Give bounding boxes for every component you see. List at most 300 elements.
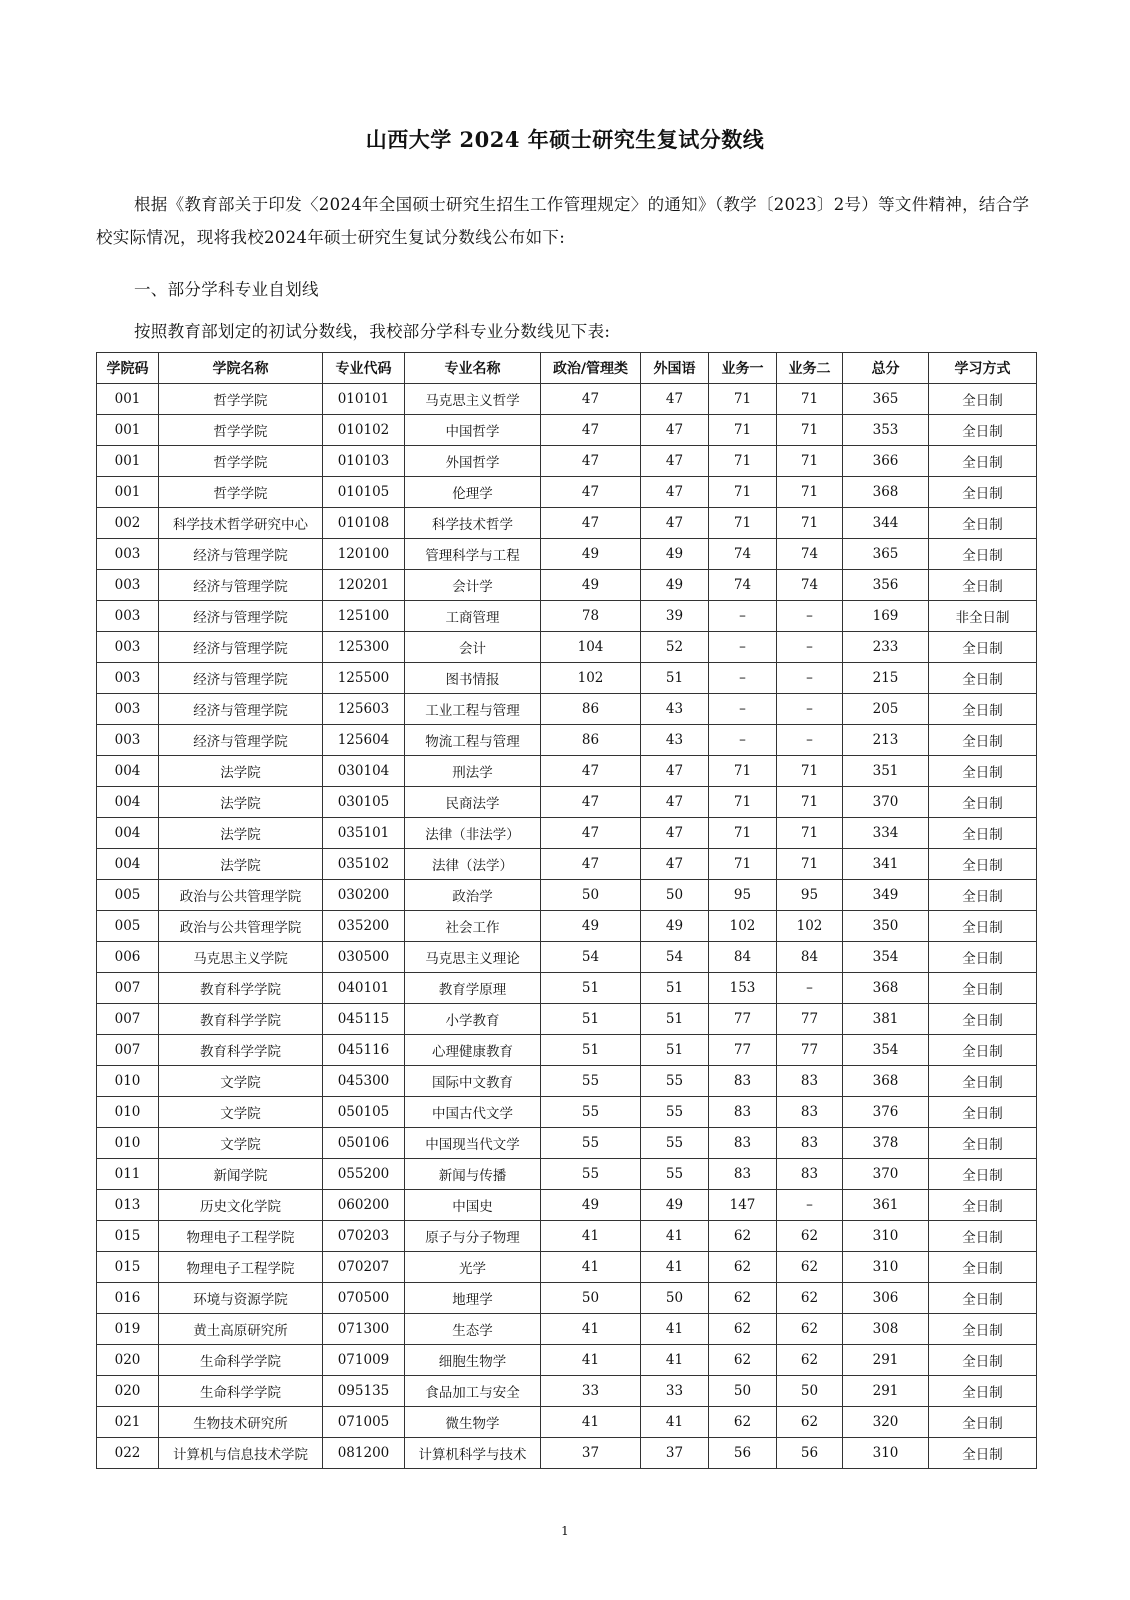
- table-cell: 政治与公共管理学院: [159, 911, 323, 942]
- table-cell: 工业工程与管理: [405, 694, 541, 725]
- table-cell: 哲学学院: [159, 477, 323, 508]
- table-cell: 354: [843, 1035, 929, 1066]
- table-row: [97, 1097, 1037, 1128]
- table-cell: 071300: [323, 1314, 405, 1345]
- table-cell: 50: [541, 880, 641, 911]
- table-cell: 生态学: [405, 1314, 541, 1345]
- table-row: [97, 1438, 1037, 1469]
- table-cell: 47: [641, 415, 709, 446]
- table-cell: 47: [541, 446, 641, 477]
- table-cell: 045116: [323, 1035, 405, 1066]
- table-cell: 368: [843, 477, 929, 508]
- table-cell: 政治学: [405, 880, 541, 911]
- table-cell: 47: [641, 787, 709, 818]
- table-cell: 353: [843, 415, 929, 446]
- table-cell: 新闻与传播: [405, 1159, 541, 1190]
- table-cell: 41: [541, 1314, 641, 1345]
- table-cell: 全日制: [929, 570, 1037, 601]
- table-cell: 历史文化学院: [159, 1190, 323, 1221]
- table-cell: 71: [709, 415, 777, 446]
- table-cell: 71: [709, 818, 777, 849]
- table-cell: 015: [97, 1252, 159, 1283]
- table-cell: –: [777, 663, 843, 694]
- table-cell: 070203: [323, 1221, 405, 1252]
- table-cell: 41: [641, 1407, 709, 1438]
- table-cell: 83: [709, 1128, 777, 1159]
- table-cell: 291: [843, 1345, 929, 1376]
- table-row: [97, 1345, 1037, 1376]
- table-cell: 全日制: [929, 477, 1037, 508]
- table-cell: 教育科学学院: [159, 1035, 323, 1066]
- table-cell: 62: [777, 1407, 843, 1438]
- table-cell: 经济与管理学院: [159, 570, 323, 601]
- table-cell: 010101: [323, 384, 405, 415]
- table-cell: 095135: [323, 1376, 405, 1407]
- table-row: [97, 787, 1037, 818]
- table-cell: 71: [777, 849, 843, 880]
- table-row: [97, 539, 1037, 570]
- table-cell: 56: [709, 1438, 777, 1469]
- table-cell: 320: [843, 1407, 929, 1438]
- table-cell: 49: [641, 1190, 709, 1221]
- table-cell: 41: [541, 1407, 641, 1438]
- table-cell: 020: [97, 1376, 159, 1407]
- table-cell: –: [777, 725, 843, 756]
- table-cell: 62: [709, 1407, 777, 1438]
- table-cell: 378: [843, 1128, 929, 1159]
- table-row: [97, 849, 1037, 880]
- table-cell: 010105: [323, 477, 405, 508]
- table-cell: 022: [97, 1438, 159, 1469]
- table-cell: 005: [97, 880, 159, 911]
- table-row: [97, 601, 1037, 632]
- table-cell: 050106: [323, 1128, 405, 1159]
- table-cell: 哲学学院: [159, 446, 323, 477]
- table-cell: 62: [709, 1283, 777, 1314]
- table-cell: 中国古代文学: [405, 1097, 541, 1128]
- table-cell: 33: [641, 1376, 709, 1407]
- table-cell: 71: [777, 756, 843, 787]
- table-cell: 003: [97, 663, 159, 694]
- table-cell: 071009: [323, 1345, 405, 1376]
- table-row: [97, 1128, 1037, 1159]
- table-row: [97, 415, 1037, 446]
- table-cell: –: [709, 725, 777, 756]
- table-cell: 013: [97, 1190, 159, 1221]
- table-cell: 国际中文教育: [405, 1066, 541, 1097]
- table-cell: 生物技术研究所: [159, 1407, 323, 1438]
- table-cell: 060200: [323, 1190, 405, 1221]
- table-cell: 83: [709, 1097, 777, 1128]
- table-cell: 010108: [323, 508, 405, 539]
- table-cell: 41: [541, 1345, 641, 1376]
- table-body: [97, 384, 1037, 1469]
- table-header-row: [97, 353, 1037, 384]
- table-row: [97, 446, 1037, 477]
- table-cell: 经济与管理学院: [159, 601, 323, 632]
- table-cell: 368: [843, 1066, 929, 1097]
- table-cell: 102: [777, 911, 843, 942]
- table-cell: 010103: [323, 446, 405, 477]
- table-cell: 62: [709, 1252, 777, 1283]
- table-cell: 71: [709, 508, 777, 539]
- table-cell: 全日制: [929, 1438, 1037, 1469]
- table-row: [97, 818, 1037, 849]
- table-cell: –: [777, 694, 843, 725]
- table-cell: 环境与资源学院: [159, 1283, 323, 1314]
- table-cell: 71: [777, 477, 843, 508]
- table-cell: 71: [709, 477, 777, 508]
- table-cell: 104: [541, 632, 641, 663]
- table-cell: 125500: [323, 663, 405, 694]
- table-cell: 86: [541, 725, 641, 756]
- table-row: [97, 911, 1037, 942]
- table-cell: 黄土高原研究所: [159, 1314, 323, 1345]
- table-cell: 经济与管理学院: [159, 632, 323, 663]
- table-cell: 全日制: [929, 1314, 1037, 1345]
- table-cell: 010: [97, 1128, 159, 1159]
- table-cell: 370: [843, 787, 929, 818]
- table-cell: 007: [97, 1035, 159, 1066]
- table-cell: 55: [541, 1066, 641, 1097]
- table-cell: 法律（法学）: [405, 849, 541, 880]
- table-cell: 50: [641, 880, 709, 911]
- table-row: [97, 508, 1037, 539]
- table-cell: 47: [541, 787, 641, 818]
- table-cell: 77: [777, 1004, 843, 1035]
- table-cell: 003: [97, 570, 159, 601]
- table-cell: 49: [641, 570, 709, 601]
- table-cell: 83: [709, 1159, 777, 1190]
- table-row: [97, 1066, 1037, 1097]
- table-cell: 045115: [323, 1004, 405, 1035]
- table-cell: 205: [843, 694, 929, 725]
- table-row: [97, 1376, 1037, 1407]
- table-cell: 77: [709, 1035, 777, 1066]
- table-cell: 54: [541, 942, 641, 973]
- table-cell: 49: [541, 1190, 641, 1221]
- table-cell: 伦理学: [405, 477, 541, 508]
- table-cell: 55: [541, 1097, 641, 1128]
- table-cell: 地理学: [405, 1283, 541, 1314]
- table-row: [97, 942, 1037, 973]
- table-cell: 310: [843, 1438, 929, 1469]
- table-cell: 全日制: [929, 942, 1037, 973]
- table-cell: 002: [97, 508, 159, 539]
- table-cell: 071005: [323, 1407, 405, 1438]
- table-cell: 工商管理: [405, 601, 541, 632]
- table-cell: 84: [777, 942, 843, 973]
- table-cell: 376: [843, 1097, 929, 1128]
- table-row: [97, 570, 1037, 601]
- page-number: 1: [561, 1524, 569, 1538]
- table-cell: 33: [541, 1376, 641, 1407]
- table-cell: 003: [97, 694, 159, 725]
- table-cell: 47: [641, 849, 709, 880]
- table-cell: –: [777, 601, 843, 632]
- table-cell: 法学院: [159, 787, 323, 818]
- table-cell: 47: [641, 384, 709, 415]
- table-cell: 计算机与信息技术学院: [159, 1438, 323, 1469]
- table-cell: 41: [641, 1252, 709, 1283]
- table-cell: 83: [777, 1066, 843, 1097]
- table-cell: 169: [843, 601, 929, 632]
- column-header: 学院名称: [159, 353, 323, 384]
- table-cell: 040101: [323, 973, 405, 1004]
- table-cell: 政治与公共管理学院: [159, 880, 323, 911]
- table-cell: 全日制: [929, 1035, 1037, 1066]
- table-cell: 71: [777, 818, 843, 849]
- table-cell: 小学教育: [405, 1004, 541, 1035]
- table-cell: 49: [641, 539, 709, 570]
- table-cell: 全日制: [929, 1376, 1037, 1407]
- table-cell: 001: [97, 415, 159, 446]
- table-cell: 215: [843, 663, 929, 694]
- table-cell: 41: [541, 1252, 641, 1283]
- table-cell: 50: [709, 1376, 777, 1407]
- table-cell: 55: [541, 1159, 641, 1190]
- table-cell: 62: [777, 1314, 843, 1345]
- table-cell: 74: [709, 539, 777, 570]
- table-cell: 010102: [323, 415, 405, 446]
- table-row: [97, 384, 1037, 415]
- table-cell: 011: [97, 1159, 159, 1190]
- table-cell: –: [709, 601, 777, 632]
- table-cell: 004: [97, 818, 159, 849]
- table-cell: 马克思主义学院: [159, 942, 323, 973]
- table-cell: 368: [843, 973, 929, 1004]
- table-cell: 55: [641, 1066, 709, 1097]
- page-title: 山西大学 2024 年硕士研究生复试分数线: [365, 127, 765, 152]
- table-cell: 78: [541, 601, 641, 632]
- table-cell: 62: [777, 1221, 843, 1252]
- table-cell: 055200: [323, 1159, 405, 1190]
- table-cell: 71: [777, 446, 843, 477]
- table-cell: 102: [709, 911, 777, 942]
- table-cell: 361: [843, 1190, 929, 1221]
- table-cell: 全日制: [929, 446, 1037, 477]
- table-cell: 37: [641, 1438, 709, 1469]
- table-cell: 37: [541, 1438, 641, 1469]
- table-cell: 003: [97, 632, 159, 663]
- table-cell: 070207: [323, 1252, 405, 1283]
- table-cell: 食品加工与安全: [405, 1376, 541, 1407]
- table-cell: 生命科学学院: [159, 1345, 323, 1376]
- table-cell: 74: [777, 570, 843, 601]
- table-cell: 71: [709, 384, 777, 415]
- table-cell: 003: [97, 539, 159, 570]
- table-cell: 51: [541, 973, 641, 1004]
- table-cell: 全日制: [929, 787, 1037, 818]
- table-cell: 003: [97, 725, 159, 756]
- table-cell: 43: [641, 725, 709, 756]
- table-cell: 125100: [323, 601, 405, 632]
- table-cell: 71: [709, 446, 777, 477]
- table-cell: 全日制: [929, 415, 1037, 446]
- table-cell: 物理电子工程学院: [159, 1221, 323, 1252]
- table-cell: 47: [641, 477, 709, 508]
- table-cell: 55: [541, 1128, 641, 1159]
- table-cell: 文学院: [159, 1128, 323, 1159]
- table-cell: 科学技术哲学: [405, 508, 541, 539]
- table-cell: 教育学原理: [405, 973, 541, 1004]
- table-cell: 308: [843, 1314, 929, 1345]
- table-cell: 社会工作: [405, 911, 541, 942]
- table-cell: 381: [843, 1004, 929, 1035]
- table-cell: 47: [641, 818, 709, 849]
- table-cell: 全日制: [929, 1252, 1037, 1283]
- table-cell: 法律（非法学）: [405, 818, 541, 849]
- table-cell: 366: [843, 446, 929, 477]
- score-table: [96, 352, 1037, 1469]
- table-cell: 51: [641, 1035, 709, 1066]
- table-cell: 文学院: [159, 1066, 323, 1097]
- table-row: [97, 1004, 1037, 1035]
- table-cell: 全日制: [929, 1221, 1037, 1252]
- table-cell: 全日制: [929, 539, 1037, 570]
- table-cell: 全日制: [929, 508, 1037, 539]
- table-cell: 物流工程与管理: [405, 725, 541, 756]
- table-cell: 47: [541, 477, 641, 508]
- table-row: [97, 1407, 1037, 1438]
- table-cell: 生命科学学院: [159, 1376, 323, 1407]
- table-cell: 全日制: [929, 632, 1037, 663]
- table-cell: –: [709, 632, 777, 663]
- table-cell: 62: [777, 1252, 843, 1283]
- table-cell: 全日制: [929, 1066, 1037, 1097]
- table-cell: –: [709, 663, 777, 694]
- table-cell: 50: [541, 1283, 641, 1314]
- table-cell: –: [777, 973, 843, 1004]
- table-cell: 全日制: [929, 880, 1037, 911]
- table-cell: 83: [777, 1097, 843, 1128]
- table-cell: 334: [843, 818, 929, 849]
- table-cell: 47: [541, 384, 641, 415]
- table-cell: 47: [641, 446, 709, 477]
- table-row: [97, 1159, 1037, 1190]
- table-cell: 120100: [323, 539, 405, 570]
- table-cell: 153: [709, 973, 777, 1004]
- table-cell: 004: [97, 787, 159, 818]
- table-cell: 47: [541, 415, 641, 446]
- table-cell: 306: [843, 1283, 929, 1314]
- table-cell: 365: [843, 384, 929, 415]
- column-header: 总分: [843, 353, 929, 384]
- table-cell: 47: [541, 818, 641, 849]
- table-cell: –: [777, 632, 843, 663]
- column-header: 外国语: [641, 353, 709, 384]
- table-cell: 细胞生物学: [405, 1345, 541, 1376]
- table-cell: 310: [843, 1252, 929, 1283]
- table-cell: 016: [97, 1283, 159, 1314]
- table-cell: 125603: [323, 694, 405, 725]
- table-cell: 71: [709, 849, 777, 880]
- table-cell: 科学技术哲学研究中心: [159, 508, 323, 539]
- table-cell: 74: [709, 570, 777, 601]
- table-row: [97, 694, 1037, 725]
- table-cell: 全日制: [929, 849, 1037, 880]
- table-cell: 文学院: [159, 1097, 323, 1128]
- table-cell: 007: [97, 1004, 159, 1035]
- table-cell: 71: [777, 384, 843, 415]
- table-cell: 55: [641, 1097, 709, 1128]
- table-cell: 030105: [323, 787, 405, 818]
- table-cell: 95: [709, 880, 777, 911]
- table-cell: 哲学学院: [159, 384, 323, 415]
- table-cell: 52: [641, 632, 709, 663]
- table-cell: 005: [97, 911, 159, 942]
- table-cell: 71: [709, 756, 777, 787]
- intro-paragraph: 根据《教育部关于印发〈2024年全国硕士研究生招生工作管理规定〉的通知》（教学〔2023〕2号）等文件精神，结合学校实际情况，现将我校2024年硕士研究生复试分数线公布如下:: [96, 195, 1030, 247]
- table-cell: 49: [541, 570, 641, 601]
- table-cell: 030200: [323, 880, 405, 911]
- table-cell: 62: [777, 1283, 843, 1314]
- table-cell: 55: [641, 1128, 709, 1159]
- column-header: 专业名称: [405, 353, 541, 384]
- table-cell: 56: [777, 1438, 843, 1469]
- table-row: [97, 880, 1037, 911]
- table-cell: 83: [777, 1159, 843, 1190]
- table-cell: 62: [709, 1345, 777, 1376]
- table-cell: 会计: [405, 632, 541, 663]
- table-cell: 中国现当代文学: [405, 1128, 541, 1159]
- table-cell: 77: [777, 1035, 843, 1066]
- table-cell: 光学: [405, 1252, 541, 1283]
- table-cell: 外国哲学: [405, 446, 541, 477]
- table-cell: 41: [641, 1345, 709, 1376]
- table-cell: 350: [843, 911, 929, 942]
- table-cell: 中国史: [405, 1190, 541, 1221]
- table-cell: 教育科学学院: [159, 973, 323, 1004]
- column-header: 专业代码: [323, 353, 405, 384]
- table-cell: 全日制: [929, 818, 1037, 849]
- table-cell: 法学院: [159, 756, 323, 787]
- table-cell: 47: [641, 756, 709, 787]
- table-cell: 47: [541, 756, 641, 787]
- table-cell: 344: [843, 508, 929, 539]
- table-cell: 233: [843, 632, 929, 663]
- table-cell: 图书情报: [405, 663, 541, 694]
- table-cell: 51: [641, 1004, 709, 1035]
- table-row: [97, 632, 1037, 663]
- table-row: [97, 1190, 1037, 1221]
- table-cell: 291: [843, 1376, 929, 1407]
- table-cell: 全日制: [929, 973, 1037, 1004]
- table-cell: 147: [709, 1190, 777, 1221]
- table-cell: 49: [541, 911, 641, 942]
- table-cell: 045300: [323, 1066, 405, 1097]
- table-cell: 全日制: [929, 1128, 1037, 1159]
- table-cell: 全日制: [929, 1159, 1037, 1190]
- table-cell: 95: [777, 880, 843, 911]
- table-cell: 全日制: [929, 1004, 1037, 1035]
- table-cell: 经济与管理学院: [159, 539, 323, 570]
- table-cell: 43: [641, 694, 709, 725]
- table-row: [97, 477, 1037, 508]
- table-cell: 中国哲学: [405, 415, 541, 446]
- table-cell: 070500: [323, 1283, 405, 1314]
- table-cell: 83: [777, 1128, 843, 1159]
- table-cell: 法学院: [159, 818, 323, 849]
- table-cell: 刑法学: [405, 756, 541, 787]
- table-cell: 微生物学: [405, 1407, 541, 1438]
- table-cell: 020: [97, 1345, 159, 1376]
- table-cell: 全日制: [929, 694, 1037, 725]
- table-cell: 39: [641, 601, 709, 632]
- table-cell: 84: [709, 942, 777, 973]
- table-cell: 021: [97, 1407, 159, 1438]
- table-cell: 030500: [323, 942, 405, 973]
